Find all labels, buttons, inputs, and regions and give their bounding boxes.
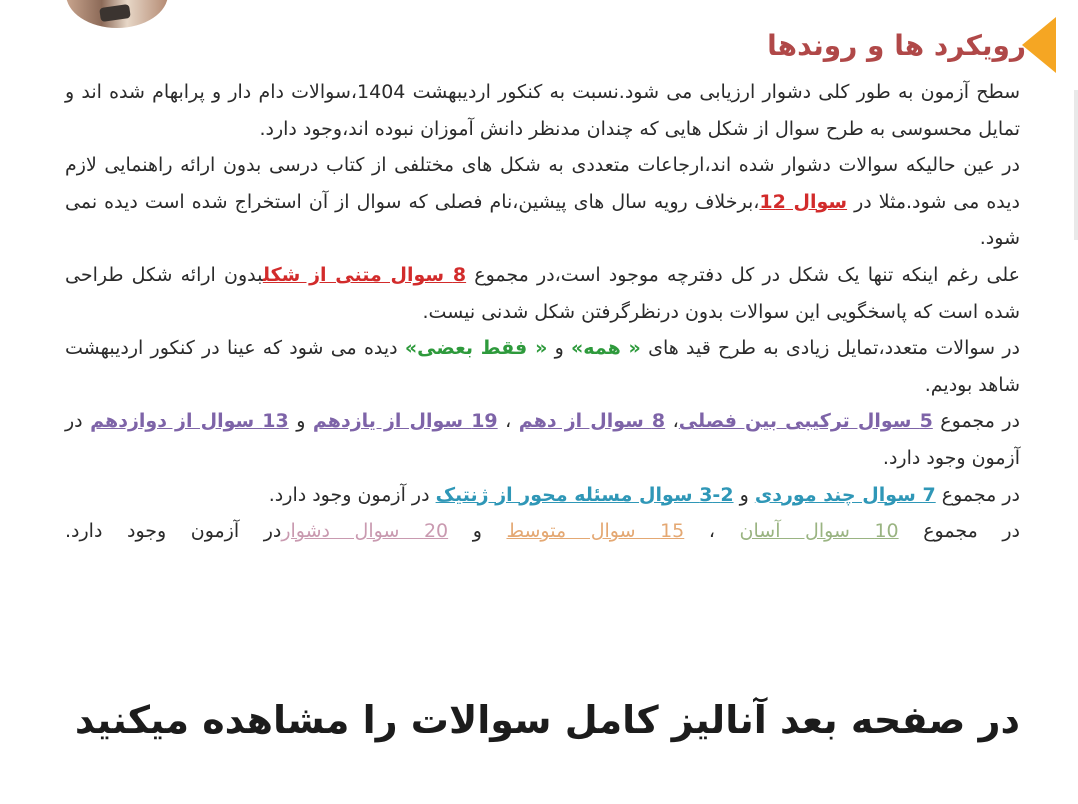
- triangle-bullet-icon: [1022, 17, 1056, 73]
- grade-10-link[interactable]: 8 سوال از دهم: [518, 410, 666, 433]
- paragraph-grade-distribution: در مجموع 5 سوال ترکیبی بین فصلی، 8 سوال از دهم ، 19 سوال از یازدهم و 13 سوال از دوازدهم در آزمون وجود دارد.: [65, 410, 1021, 469]
- paragraph-qualifiers: در سوالات متعدد،تمایل زیادی به طرح قید های « همه» و « فقط بعضی» دیده می شود که عینا در کنکور اردیبهشت شاهد بودیم.: [65, 337, 1020, 396]
- multi-item-link[interactable]: 7 سوال چند موردی: [754, 483, 936, 506]
- medium-questions-link[interactable]: 15 سوال متوسط: [506, 520, 685, 543]
- paragraph-figures: علی رغم اینکه تنها یک شکل در کل دفترچه موجود است،در مجموع 8 سوال متنی از شکلبدون ارائه شکل طراحی شده است که پاسخگویی این سوالات بدون درنظرگرفتن شکل شدنی نیست.: [65, 263, 1020, 323]
- qualifier-some: « فقط بعضی»: [404, 337, 548, 360]
- grade-12-link[interactable]: 13 سوال از دوازدهم: [90, 410, 289, 433]
- hard-questions-link[interactable]: 20 سوال دشوار: [281, 520, 449, 543]
- paragraph-references: در عین حالیکه سوالات دشوار شده اند،ارجاعات متعددی به شکل های مختلفی از کتاب درسی بدون ارائه راهنمایی لازم دیده می شود.مثلا در سوال 12،برخلاف رویه سال های پیشین،نام فصلی که سوال از آن استخراج شده است دیده نمی شود.: [65, 154, 1020, 250]
- paragraph-question-types: در مجموع 7 سوال چند موردی و 2-3 سوال مسئله محور از ژنتیک در آزمون وجود دارد.: [268, 483, 1020, 506]
- section-header: [767, 20, 1026, 70]
- section-title: رویکرد ها و روندها: [767, 28, 1026, 62]
- paragraph-difficulty: سطح آزمون به طور کلی دشوار ارزیابی می شود.نسبت به کنکور اردیبهشت 1404،سوالات دام دار و پرابهام شده اند و تمایل محسوسی به طرح سوال از شکل هایی که چندان مدنظر دانش آموزان نبوده اند،وجود دارد.: [65, 81, 1020, 140]
- combined-chapters-link[interactable]: 5 سوال ترکیبی بین فصلی: [678, 410, 933, 433]
- header-image: [62, 0, 172, 34]
- paragraph-difficulty-levels: در مجموع 10 سوال آسان ، 15 سوال متوسط و 20 سوال دشواردر آزمون وجود دارد.: [65, 520, 1020, 543]
- scrollbar[interactable]: [1074, 90, 1078, 240]
- easy-questions-link[interactable]: 10 سوال آسان: [739, 520, 899, 543]
- article-body: [65, 74, 1020, 550]
- qualifier-all: « همه»: [571, 337, 641, 360]
- next-page-note: در صفحه بعد آنالیز کامل سوالات را مشاهده میکنید: [74, 698, 1020, 742]
- genetics-problems-link[interactable]: 2-3 سوال مسئله محور از ژنتیک: [435, 483, 734, 506]
- question-12-link[interactable]: سوال 12: [759, 190, 848, 213]
- figure-questions-link[interactable]: 8 سوال متنی از شکل: [262, 263, 467, 286]
- grade-11-link[interactable]: 19 سوال از یازدهم: [312, 410, 498, 433]
